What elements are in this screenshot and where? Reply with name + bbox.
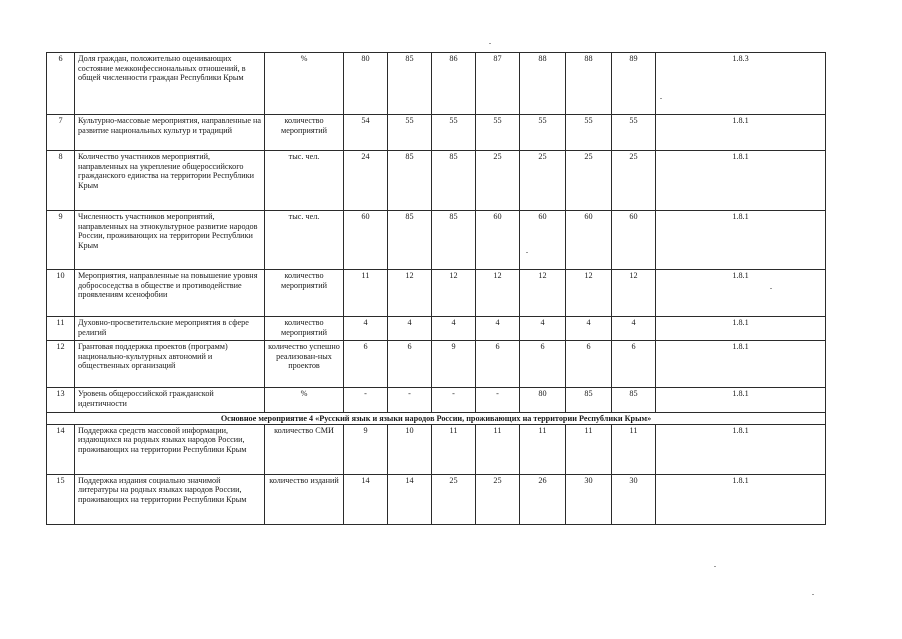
scan-speck — [526, 252, 528, 253]
row-number: 14 — [47, 424, 75, 474]
reference-code: 1.8.1 — [656, 211, 826, 270]
reference-code: 1.8.1 — [656, 115, 826, 151]
row-number: 11 — [47, 317, 75, 341]
indicator-value: 88 — [520, 53, 566, 115]
indicator-value: 25 — [476, 474, 520, 524]
indicator-value: 25 — [566, 151, 612, 211]
indicator-value: 11 — [432, 424, 476, 474]
indicator-value: 85 — [566, 388, 612, 413]
indicator-value: 6 — [344, 341, 388, 388]
row-number: 9 — [47, 211, 75, 270]
indicator-value: 60 — [612, 211, 656, 270]
table-row — [47, 53, 826, 115]
table-row — [47, 151, 826, 211]
indicator-value: 85 — [388, 211, 432, 270]
indicator-value: 88 — [566, 53, 612, 115]
indicator-value: 55 — [388, 115, 432, 151]
indicator-value: 12 — [566, 270, 612, 317]
indicator-value: - — [344, 388, 388, 413]
indicator-value: 85 — [388, 151, 432, 211]
indicator-value: 60 — [520, 211, 566, 270]
indicator-value: 12 — [388, 270, 432, 317]
indicator-name: Грантовая поддержка проектов (программ) национально-культурных автономий и общественных организаций — [75, 341, 265, 388]
indicator-value: 14 — [344, 474, 388, 524]
table-row — [47, 388, 826, 413]
indicator-value: 80 — [344, 53, 388, 115]
indicator-name: Количество участников мероприятий, направленных на укрепление общероссийского гражданского единства на территории Республики Крым — [75, 151, 265, 211]
row-number: 10 — [47, 270, 75, 317]
scan-speck — [812, 594, 814, 595]
reference-code: 1.8.1 — [656, 270, 826, 317]
unit-of-measure: тыс. чел. — [265, 151, 344, 211]
unit-of-measure: тыс. чел. — [265, 211, 344, 270]
indicator-value: 6 — [612, 341, 656, 388]
indicator-value: 10 — [388, 424, 432, 474]
indicator-value: 11 — [566, 424, 612, 474]
indicator-value: 85 — [388, 53, 432, 115]
indicator-value: 89 — [612, 53, 656, 115]
unit-of-measure: количество мероприятий — [265, 317, 344, 341]
indicator-value: 6 — [566, 341, 612, 388]
indicator-value: 85 — [612, 388, 656, 413]
scan-speck — [714, 566, 716, 567]
table-row — [47, 317, 826, 341]
section-header-row — [47, 413, 826, 425]
reference-code: 1.8.1 — [656, 424, 826, 474]
indicator-name: Культурно-массовые мероприятия, направленные на развитие национальных культур и традиций — [75, 115, 265, 151]
indicator-value: 6 — [520, 341, 566, 388]
indicator-value: 80 — [520, 388, 566, 413]
indicator-value: 86 — [432, 53, 476, 115]
table-row — [47, 424, 826, 474]
indicator-name: Уровень общероссийской гражданской идентичности — [75, 388, 265, 413]
table-row — [47, 115, 826, 151]
indicator-value: 4 — [432, 317, 476, 341]
indicator-value: 6 — [388, 341, 432, 388]
indicator-value: 55 — [612, 115, 656, 151]
unit-of-measure: количество мероприятий — [265, 115, 344, 151]
section-title: Основное мероприятие 4 «Русский язык и языки народов России, проживающих на территории Республики Крым» — [47, 413, 826, 425]
indicator-value: 55 — [520, 115, 566, 151]
section-header-group — [47, 413, 826, 425]
indicator-value: 60 — [476, 211, 520, 270]
indicator-value: 4 — [388, 317, 432, 341]
table-body-upper — [47, 53, 826, 413]
indicators-table — [46, 52, 826, 525]
indicator-value: 4 — [612, 317, 656, 341]
table-row — [47, 474, 826, 524]
indicator-name: Поддержка средств массовой информации, издающихся на родных языках народов России, проживающих на территории Республики Крым — [75, 424, 265, 474]
indicator-value: 11 — [476, 424, 520, 474]
reference-code: 1.8.1 — [656, 388, 826, 413]
indicator-value: 25 — [612, 151, 656, 211]
indicator-value: 6 — [476, 341, 520, 388]
unit-of-measure: % — [265, 388, 344, 413]
indicator-value: - — [388, 388, 432, 413]
unit-of-measure: количество мероприятий — [265, 270, 344, 317]
indicator-name: Доля граждан, положительно оценивающих состояние межконфессиональных отношений, в общей численности граждан Республики Крым — [75, 53, 265, 115]
indicator-value: 85 — [432, 151, 476, 211]
indicator-value: 4 — [520, 317, 566, 341]
indicator-value: 12 — [612, 270, 656, 317]
indicator-value: 87 — [476, 53, 520, 115]
table-row — [47, 211, 826, 270]
indicator-value: 60 — [566, 211, 612, 270]
indicator-value: 14 — [388, 474, 432, 524]
indicator-value: 9 — [432, 341, 476, 388]
reference-code: 1.8.1 — [656, 341, 826, 388]
unit-of-measure: количество СМИ — [265, 424, 344, 474]
indicator-value: 55 — [566, 115, 612, 151]
indicator-name: Духовно-просветительские мероприятия в сфере религий — [75, 317, 265, 341]
reference-code: 1.8.1 — [656, 317, 826, 341]
indicator-value: 54 — [344, 115, 388, 151]
indicator-value: 30 — [566, 474, 612, 524]
row-number: 8 — [47, 151, 75, 211]
row-number: 15 — [47, 474, 75, 524]
indicator-value: 55 — [432, 115, 476, 151]
indicator-value: 25 — [520, 151, 566, 211]
row-number: 6 — [47, 53, 75, 115]
indicator-name: Численность участников мероприятий, направленных на этнокультурное развитие народов России, проживающих на территории Республики Крым — [75, 211, 265, 270]
indicator-name: Поддержка издания социально значимой литературы на родных языках народов России, проживающих на территории Республики Крым — [75, 474, 265, 524]
indicator-value: 9 — [344, 424, 388, 474]
indicator-value: - — [432, 388, 476, 413]
indicator-value: 11 — [344, 270, 388, 317]
indicator-value: - — [476, 388, 520, 413]
table-row — [47, 341, 826, 388]
indicator-value: 4 — [476, 317, 520, 341]
indicator-value: 30 — [612, 474, 656, 524]
row-number: 13 — [47, 388, 75, 413]
scan-speck — [489, 43, 491, 44]
table-body-lower — [47, 424, 826, 524]
indicator-value: 55 — [476, 115, 520, 151]
indicator-value: 11 — [612, 424, 656, 474]
indicator-value: 25 — [432, 474, 476, 524]
unit-of-measure: количество успешно реализован-ных проектов — [265, 341, 344, 388]
row-number: 12 — [47, 341, 75, 388]
indicator-value: 4 — [566, 317, 612, 341]
indicator-value: 26 — [520, 474, 566, 524]
scan-speck — [770, 288, 772, 289]
indicator-value: 85 — [432, 211, 476, 270]
indicator-value: 60 — [344, 211, 388, 270]
indicator-value: 4 — [344, 317, 388, 341]
indicator-value: 12 — [432, 270, 476, 317]
indicator-value: 12 — [520, 270, 566, 317]
indicator-name: Мероприятия, направленные на повышение уровня добрососедства в обществе и противодействие проявлениям ксенофобии — [75, 270, 265, 317]
indicator-value: 25 — [476, 151, 520, 211]
unit-of-measure: количество изданий — [265, 474, 344, 524]
indicator-value: 11 — [520, 424, 566, 474]
table-row — [47, 270, 826, 317]
indicator-value: 24 — [344, 151, 388, 211]
scan-speck — [660, 98, 662, 99]
reference-code: 1.8.1 — [656, 151, 826, 211]
unit-of-measure: % — [265, 53, 344, 115]
row-number: 7 — [47, 115, 75, 151]
reference-code: 1.8.3 — [656, 53, 826, 115]
indicator-value: 12 — [476, 270, 520, 317]
reference-code: 1.8.1 — [656, 474, 826, 524]
